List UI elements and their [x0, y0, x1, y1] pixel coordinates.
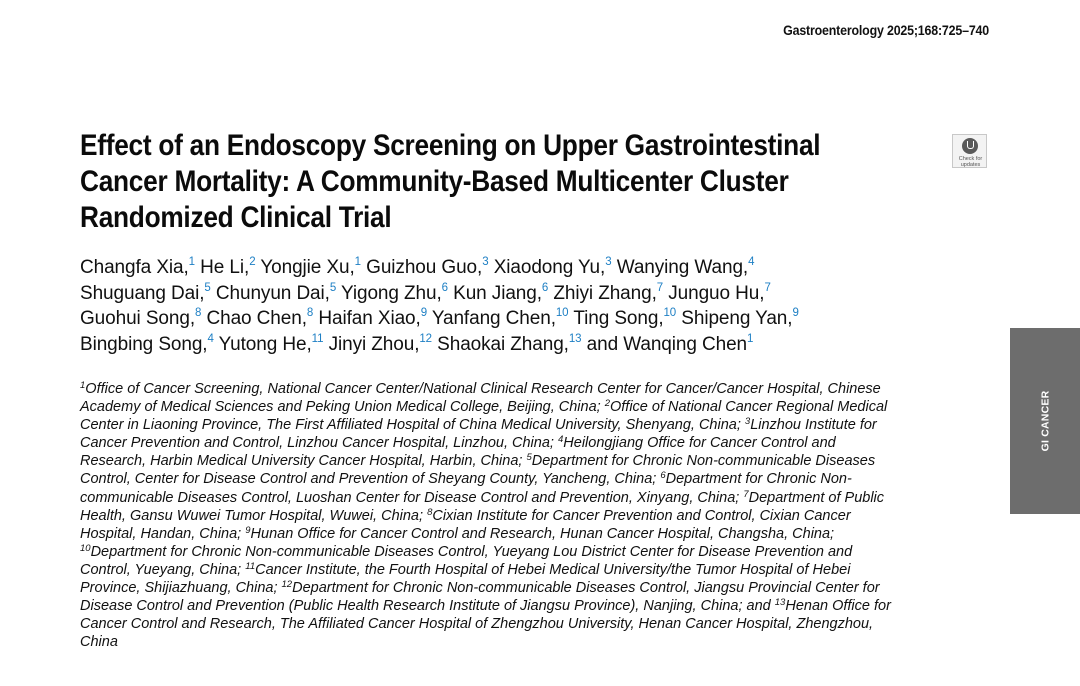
author-affiliation-ref[interactable]: 4: [207, 332, 214, 345]
author-name[interactable]: Ting Song,: [573, 308, 664, 329]
affiliation-number: 11: [245, 560, 256, 572]
affiliation-number: 3: [744, 416, 751, 428]
affiliation-text: Department for Chronic Non-: [665, 471, 852, 488]
author-line: [80, 281, 980, 307]
affiliation-text: Office of Cancer Screening, National Cancer Center/National Clinical Research Center for Cancer/Cancer Hospital, Chinese: [85, 381, 881, 397]
affiliation-line: [80, 434, 992, 452]
author-affiliation-ref[interactable]: 3: [482, 256, 489, 268]
affiliation-text: Office of National Cancer Regional Medical: [610, 399, 888, 416]
author-name[interactable]: and Wanqing Chen: [586, 333, 748, 355]
affiliation-number: 4: [557, 434, 564, 446]
author-affiliation-ref[interactable]: 10: [663, 307, 677, 319]
author-affiliation-ref[interactable]: 9: [792, 307, 799, 319]
author-name[interactable]: Bingbing Song,: [80, 333, 208, 355]
author-affiliation-ref[interactable]: 6: [541, 281, 549, 294]
author-line: [80, 306, 980, 332]
author-affiliation-ref[interactable]: 8: [195, 307, 202, 319]
affiliation-text: Hunan Office for Cancer Control and Research, Hunan Cancer Hospital, Changsha, China;: [250, 525, 835, 542]
affiliation-line: [80, 615, 992, 633]
affiliation-text: Department for Chronic Non-communicable Diseases Control, Jiangsu Provincial Center for: [292, 580, 880, 597]
affiliation-text: Department for Chronic Non-communicable Diseases Control, Yueyang Lou District Center for Disease Prevention and: [90, 543, 853, 560]
affiliation-text: Department of Public: [748, 489, 885, 506]
affiliation-text: Cancer Prevention and Control, Linzhou Cancer Hospital, Linzhou, China;: [80, 435, 558, 452]
author-name[interactable]: Junguo Hu,: [668, 282, 765, 304]
affiliation-line: [80, 561, 992, 579]
check-for-updates-label: [953, 156, 988, 168]
affiliation-text: Research, Harbin Medical University Cancer Hospital, Harbin, China;: [80, 453, 527, 470]
author-name[interactable]: Yutong He,: [218, 333, 312, 355]
section-side-tab[interactable]: [1010, 328, 1080, 514]
affiliation-number: 2: [604, 398, 610, 410]
affiliation-text: Cixian Institute for Cancer Prevention and Control, Cixian Cancer: [432, 507, 851, 524]
affiliation-text: Control, Yueyang, China;: [80, 561, 246, 578]
author-name[interactable]: Guohui Song,: [80, 308, 195, 329]
article-title-line: Randomized Clinical Trial: [80, 201, 392, 234]
author-affiliation-ref[interactable]: 9: [420, 307, 427, 319]
author-affiliation-ref[interactable]: 12: [419, 332, 432, 345]
affiliation-line: [80, 525, 992, 543]
author-name[interactable]: Yigong Zhu,: [340, 282, 442, 304]
article-title-line: Effect of an Endoscopy Screening on Upper Gastrointestinal: [80, 129, 821, 162]
affiliation-number: 5: [526, 452, 532, 464]
check-for-updates-icon: [962, 138, 978, 154]
badge-text-line: updates: [960, 162, 981, 168]
author-name[interactable]: Jinyi Zhou,: [328, 333, 420, 355]
affiliation-line: [80, 398, 992, 416]
author-affiliation-ref[interactable]: 13: [568, 332, 582, 345]
affiliation-line: [80, 452, 992, 470]
affiliation-text: Control, Center for Disease Control and Prevention of Sheyang County, Yancheng, China;: [80, 471, 661, 488]
section-side-tab-label: GI CANCER: [1039, 390, 1052, 452]
affiliation-line: [80, 507, 992, 525]
affiliation-line: [80, 416, 992, 434]
affiliation-text: Hospital, Handan, China;: [80, 525, 246, 542]
affiliation-number: 12: [281, 579, 293, 591]
affiliation-text: Linzhou Institute for: [750, 417, 877, 434]
author-name[interactable]: Shuguang Dai,: [80, 282, 205, 304]
affiliation-line: [80, 543, 992, 561]
author-name[interactable]: Changfa Xia,: [80, 257, 189, 278]
affiliation-number: 1: [80, 380, 86, 391]
author-affiliation-ref[interactable]: 1: [354, 256, 361, 268]
section-side-tab-label-wrap: [1035, 390, 1055, 452]
affiliation-text: Center in Liaoning Province, The First Affiliated Hospital of China Medical University, Shenyang, China;: [80, 417, 745, 434]
author-name[interactable]: Xiaodong Yu,: [493, 257, 606, 278]
author-name[interactable]: He Li,: [200, 257, 250, 278]
author-name[interactable]: Shaokai Zhang,: [437, 333, 569, 355]
author-name[interactable]: Yongjie Xu,: [260, 257, 355, 278]
check-for-updates-badge[interactable]: [952, 134, 987, 168]
article-title-line: Cancer Mortality: A Community-Based Multicenter Cluster: [80, 165, 789, 198]
affiliation-line: [80, 470, 992, 488]
author-affiliation-ref[interactable]: 6: [441, 281, 448, 294]
author-name[interactable]: Chunyun Dai,: [215, 282, 330, 304]
affiliation-number: 6: [660, 470, 666, 482]
author-name[interactable]: Shipeng Yan,: [681, 308, 793, 329]
author-affiliation-ref[interactable]: 3: [605, 256, 612, 268]
author-name[interactable]: Chao Chen,: [206, 308, 307, 329]
affiliation-number: 13: [774, 597, 786, 609]
affiliation-list: [80, 380, 992, 651]
journal-citation: Gastroenterology 2025;168:725–740: [783, 23, 989, 38]
author-affiliation-ref[interactable]: 7: [764, 281, 771, 294]
affiliation-text: Department for Chronic Non-communicable Diseases: [531, 453, 876, 470]
author-affiliation-ref[interactable]: 5: [329, 281, 337, 294]
badge-text-line: Check for: [958, 156, 983, 162]
affiliation-number: 10: [80, 542, 91, 554]
author-affiliation-ref[interactable]: 4: [748, 256, 755, 268]
affiliation-text: Henan Office for: [785, 598, 891, 615]
affiliation-text: communicable Diseases Control, Luoshan Center for Disease Control and Prevention, Xinyang, China;: [80, 489, 744, 506]
author-affiliation-ref[interactable]: 7: [656, 281, 664, 294]
author-name[interactable]: Haifan Xiao,: [318, 308, 421, 329]
affiliation-text: Province, Shijiazhuang, China;: [80, 580, 282, 597]
affiliation-line: [80, 380, 992, 398]
author-affiliation-ref[interactable]: 2: [249, 256, 256, 268]
affiliation-line: [80, 489, 992, 507]
affiliation-text: Disease Control and Prevention (Public Health Research Institute of Jiangsu Province), Nanjing, China; and: [80, 598, 775, 615]
author-affiliation-ref[interactable]: 5: [204, 281, 211, 294]
affiliation-number: 8: [427, 506, 433, 518]
author-name[interactable]: Zhiyi Zhang,: [553, 282, 657, 304]
author-name[interactable]: Wanying Wang,: [616, 257, 749, 278]
affiliation-line: [80, 633, 992, 651]
author-line: [80, 255, 980, 281]
affiliation-text: Heilongjiang Office for Cancer Control and: [563, 435, 836, 452]
article-title: [80, 128, 824, 236]
affiliation-text: Academy of Medical Sciences and Peking Union Medical College, Beijing, China;: [80, 399, 605, 416]
author-name[interactable]: Guizhou Guo,: [366, 257, 483, 278]
author-affiliation-ref[interactable]: 1: [188, 256, 195, 268]
affiliation-text: Health, Gansu Wuwei Tumor Hospital, Wuwei, China;: [80, 507, 428, 524]
affiliation-line: [80, 579, 992, 597]
author-list: [80, 255, 980, 357]
author-name[interactable]: Kun Jiang,: [453, 282, 542, 304]
author-affiliation-ref[interactable]: 11: [311, 332, 324, 345]
author-name[interactable]: Yanfang Chen,: [431, 308, 556, 329]
affiliation-text: Cancer Institute, the Fourth Hospital of Hebei Medical University/the Tumor Hospital of Hebei: [255, 561, 851, 578]
affiliation-number: 7: [743, 488, 749, 500]
author-affiliation-ref[interactable]: 1: [747, 332, 754, 345]
author-line: [80, 332, 980, 358]
author-affiliation-ref[interactable]: 10: [555, 307, 569, 319]
affiliation-text: Cancer Control and Research, The Affiliated Cancer Hospital of Zhengzhou University, Henan Cancer Hospital, Zhengzhou,: [80, 616, 874, 633]
author-affiliation-ref[interactable]: 8: [306, 307, 314, 319]
affiliation-text: China: [80, 634, 118, 651]
affiliation-number: 9: [245, 524, 251, 536]
affiliation-line: [80, 597, 992, 615]
